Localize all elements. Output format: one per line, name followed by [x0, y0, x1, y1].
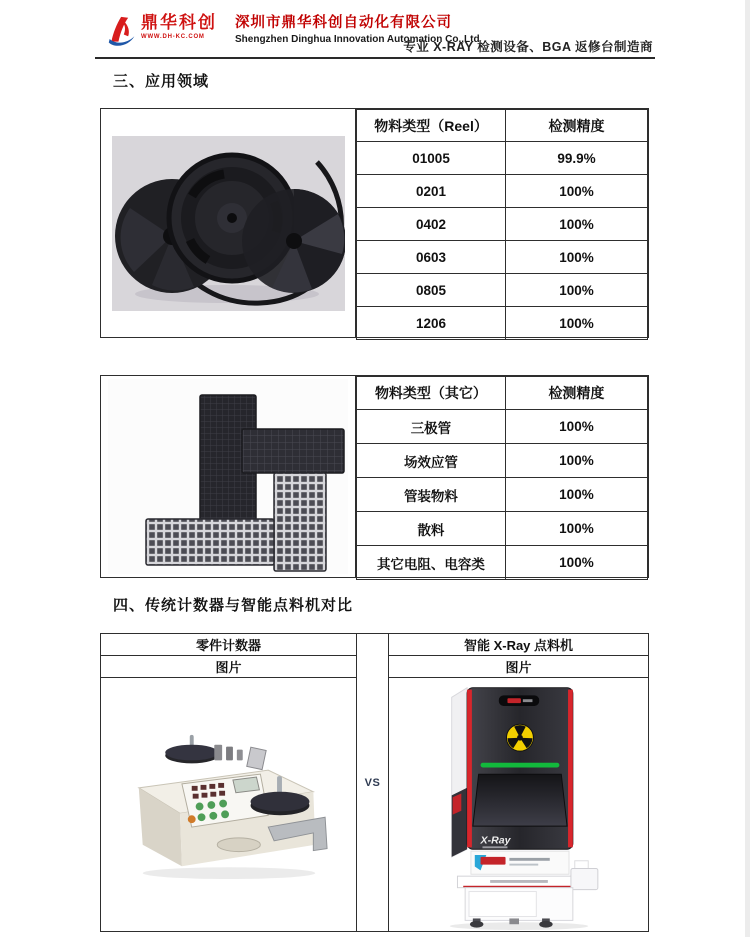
cell-precision: 100%: [505, 512, 647, 546]
company-name-cn: 深圳市鼎华科创自动化有限公司: [235, 15, 452, 31]
counter-title: 零件计数器: [101, 634, 356, 656]
other-precision-table: [356, 376, 648, 580]
cell-type: 场效应管: [357, 444, 506, 478]
vs-cell: [357, 633, 388, 932]
brand-name: 鼎华科创: [141, 13, 217, 32]
brand-website: WWW.DH-KC.COM: [141, 34, 205, 40]
section-4-title: 四、传统计数器与智能点料机对比: [113, 597, 354, 614]
page-edge: [745, 0, 750, 937]
cell-precision: 100%: [506, 241, 648, 274]
tray-photo-cell: [101, 376, 356, 577]
component-trays-photo: [108, 379, 348, 574]
cell-precision: 100%: [506, 274, 648, 307]
cell-precision: 100%: [506, 175, 648, 208]
cell-type: 1206: [357, 307, 506, 340]
brand-swoosh-icon: [107, 14, 137, 48]
cell-precision: 100%: [505, 410, 647, 444]
cell-type: 散料: [357, 512, 506, 546]
cell-type: 0603: [357, 241, 506, 274]
table-row: [357, 208, 648, 241]
company-name-en: Shengzhen Dinghua Innovation Automation Co.,Ltd: [235, 33, 480, 45]
cell-precision: 99.9%: [506, 142, 648, 175]
company-logo: [107, 14, 217, 48]
xray-machine-photo: [421, 680, 617, 930]
table-row: [357, 142, 648, 175]
reel-application-box: [100, 108, 649, 338]
column-header-type: 物料类型（其它）: [357, 377, 506, 410]
cell-type: 01005: [357, 142, 506, 175]
parts-counter-photo: [120, 729, 338, 881]
svg-text:X-Ray: X-Ray: [480, 833, 510, 846]
cell-precision: 100%: [505, 444, 647, 478]
cell-type: 其它电阻、电容类: [357, 546, 506, 580]
cell-precision: 100%: [506, 307, 648, 340]
cell-type: 0201: [357, 175, 506, 208]
page-header: [95, 8, 655, 59]
table-row: [357, 274, 648, 307]
radiation-icon: [506, 724, 533, 751]
cell-type: 三极管: [357, 410, 506, 444]
xray-panel: [388, 633, 649, 932]
counter-image-cell: [101, 678, 356, 931]
component-reels-photo: [112, 136, 345, 311]
xray-image-label: 图片: [389, 656, 648, 678]
cell-type: 0805: [357, 274, 506, 307]
counter-panel: [100, 633, 357, 932]
cell-type: 管装物料: [357, 478, 506, 512]
table-row: [357, 175, 648, 208]
column-header-precision: 检测精度: [505, 377, 647, 410]
table-row: [357, 307, 648, 340]
table-row: [357, 512, 648, 546]
table-row: [357, 444, 648, 478]
table-row: [357, 478, 648, 512]
vs-label: VS: [364, 776, 381, 789]
cell-precision: 100%: [505, 546, 647, 580]
table-row: [357, 546, 648, 580]
counter-image-label: 图片: [101, 656, 356, 678]
reel-photo-cell: [101, 109, 356, 337]
section-3-title: 三、应用领域: [113, 73, 210, 90]
table-row: [357, 410, 648, 444]
table-header-row: [357, 110, 648, 142]
cell-precision: 100%: [506, 208, 648, 241]
header-slogan: 专业 X-RAY 检测设备、BGA 返修台制造商: [401, 37, 655, 59]
column-header-precision: 检测精度: [506, 110, 648, 142]
other-application-box: [100, 375, 649, 578]
reel-precision-table: [356, 109, 648, 340]
cell-type: 0402: [357, 208, 506, 241]
comparison-table: [100, 633, 649, 932]
cell-precision: 100%: [505, 478, 647, 512]
column-header-type: 物料类型（Reel）: [357, 110, 506, 142]
table-row: [357, 241, 648, 274]
xray-image-cell: [389, 678, 648, 931]
xray-title: 智能 X-Ray 点料机: [389, 634, 648, 656]
table-header-row: [357, 377, 648, 410]
